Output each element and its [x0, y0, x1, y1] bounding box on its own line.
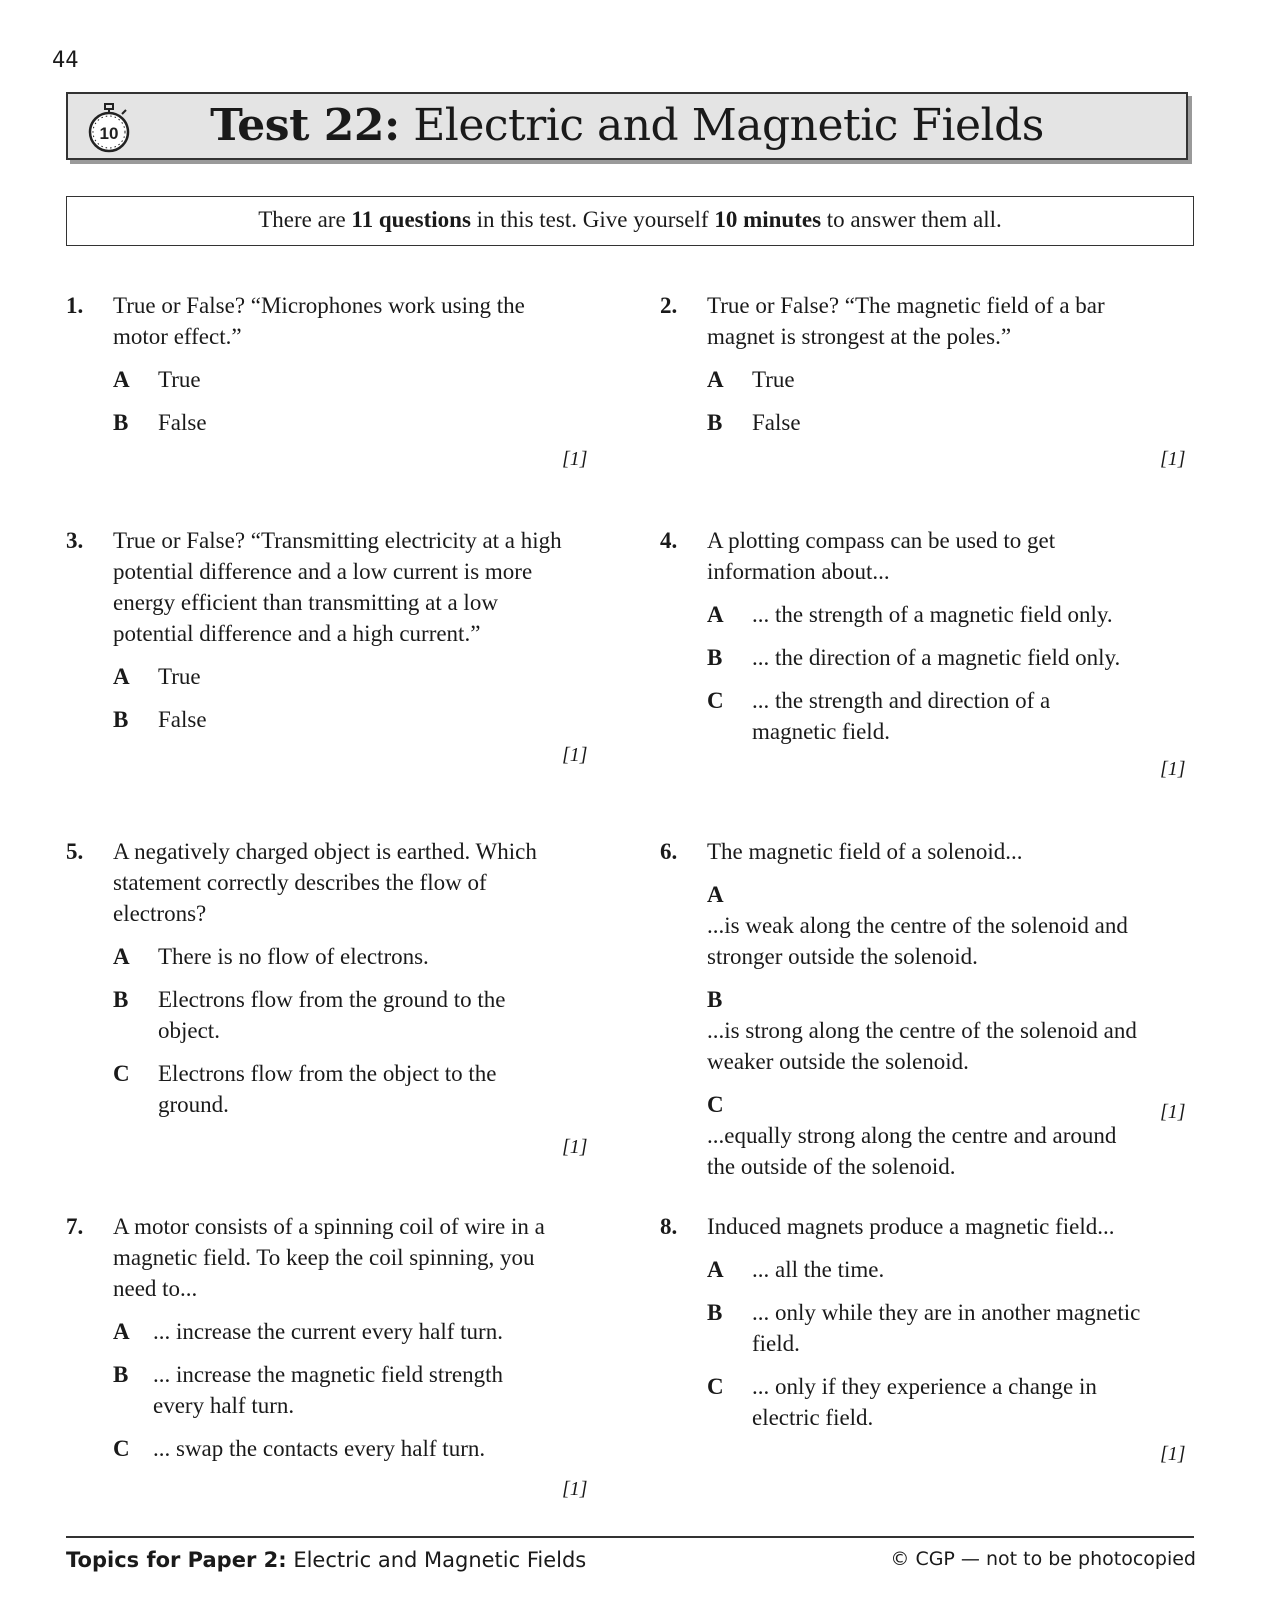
option-a[interactable]: A There is no flow of electrons. — [113, 944, 429, 969]
option-a[interactable]: A True — [113, 367, 201, 392]
page-title: Test 22: Electric and Magnetic Fields — [210, 100, 1044, 151]
option-a[interactable]: A ... increase the current every half turn. — [113, 1319, 503, 1344]
option-c[interactable]: C Electrons flow from the object to the ground. — [113, 1061, 497, 1117]
footer-divider — [66, 1536, 1194, 1538]
option-a[interactable]: A ... the strength of a magnetic field only. — [707, 602, 1113, 627]
option-b[interactable]: B False — [707, 410, 801, 435]
option-c[interactable]: C ... the strength and direction of a magnetic field. — [707, 688, 1051, 744]
option-a[interactable]: A ... all the time. — [707, 1257, 885, 1282]
marks-label: [1] — [562, 1136, 588, 1158]
option-b[interactable]: B ...is strong along the centre of the solenoid and weaker outside the solenoid. — [707, 987, 1137, 1074]
option-b[interactable]: B ... only while they are in another magnetic field. — [707, 1300, 1141, 1356]
marks-label: [1] — [562, 1478, 588, 1500]
marks-label: [1] — [1160, 1443, 1186, 1465]
question-1: 1. True or False? “Microphones work using the motor effect.” A True B False — [66, 290, 586, 438]
option-c[interactable]: C ... swap the contacts every half turn. — [113, 1436, 486, 1461]
option-b[interactable]: B ... the direction of a magnetic field only. — [707, 645, 1121, 670]
marks-label: [1] — [1160, 448, 1186, 470]
timer-minutes: 10 — [99, 124, 119, 143]
marks-label: [1] — [562, 744, 588, 766]
question-3: 3. True or False? “Transmitting electricity at a high potential difference and a low current is more energy efficient than transmitting at a low potential difference and a high current.” A True B False — [66, 525, 586, 735]
marks-label: [1] — [1160, 758, 1186, 780]
option-a[interactable]: A ...is weak along the centre of the solenoid and stronger outside the solenoid. — [707, 882, 1128, 969]
instructions-box: There are 11 questions in this test. Give yourself 10 minutes to answer them all. — [66, 196, 1194, 246]
question-7: 7. A motor consists of a spinning coil of wire in a magnetic field. To keep the coil spinning, you need to... A ... increase the current every half turn. B ... increase the magnetic field strength every half turn. C ... swap the contacts every half turn. — [66, 1211, 596, 1464]
option-b[interactable]: B False — [113, 707, 207, 732]
footer-copyright: © CGP — not to be photocopied — [890, 1548, 1196, 1570]
marks-label: [1] — [562, 448, 588, 470]
footer-topic: Topics for Paper 2: Electric and Magnetic Fields — [66, 1548, 587, 1572]
option-b[interactable]: B False — [113, 410, 207, 435]
question-8: 8. Induced magnets produce a magnetic field... A ... all the time. B ... only while they are in another magnetic field. C ... only if they experience a change in electric field. — [660, 1211, 1190, 1433]
marks-label: [1] — [1160, 1101, 1186, 1123]
option-a[interactable]: A True — [113, 664, 201, 689]
option-b[interactable]: B ... increase the magnetic field strength every half turn. — [113, 1362, 503, 1418]
option-c[interactable]: C ...equally strong along the centre and around the outside of the solenoid. — [707, 1092, 1117, 1179]
question-6: 6. The magnetic field of a solenoid... A ...is weak along the centre of the solenoid and stronger outside the solenoid. B ...is strong along the centre of the solenoid and weaker outside the solenoid. C ...equally strong along the centre and around the outside of the solenoid. — [660, 836, 1190, 1182]
option-b[interactable]: B Electrons flow from the ground to the object. — [113, 987, 506, 1043]
question-2: 2. True or False? “The magnetic field of a bar magnet is strongest at the poles.” A True B False — [660, 290, 1190, 438]
question-4: 4. A plotting compass can be used to get information about... A ... the strength of a magnetic field only. B ... the direction of a magnetic field only. C ... the strength and direction of a magnetic field. — [660, 525, 1190, 747]
test-title-banner — [66, 92, 1188, 160]
page-number: 44 — [52, 48, 79, 73]
option-c[interactable]: C ... only if they experience a change in electric field. — [707, 1374, 1097, 1430]
option-a[interactable]: A True — [707, 367, 795, 392]
question-5: 5. A negatively charged object is earthed. Which statement correctly describes the flow of electrons? A There is no flow of electrons. B Electrons flow from the ground to the object. C Electrons flow from the object to the ground. — [66, 836, 586, 1120]
